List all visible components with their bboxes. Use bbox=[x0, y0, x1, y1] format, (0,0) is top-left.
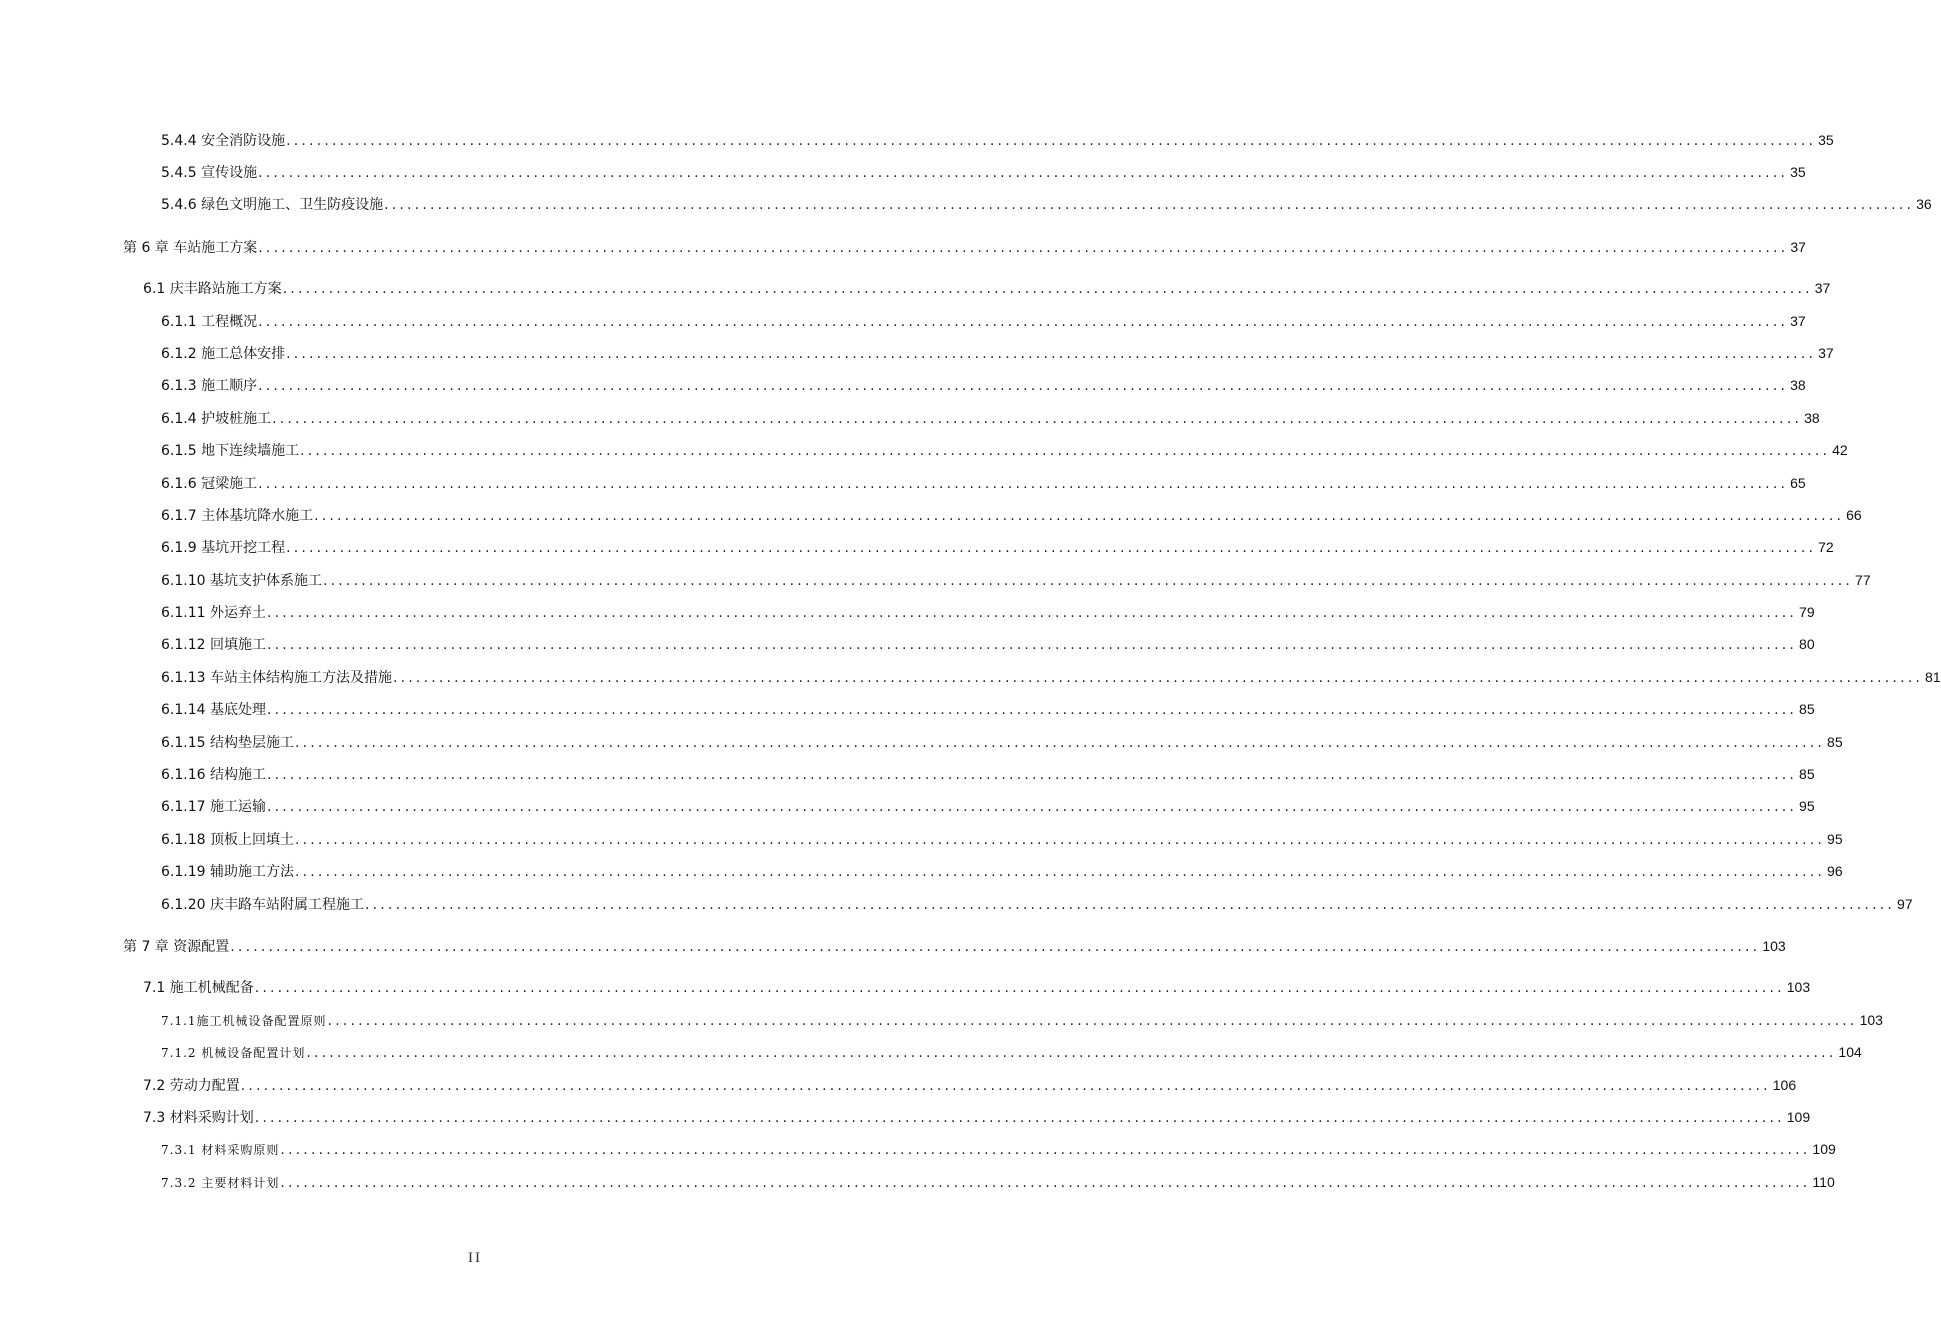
toc-entry[interactable] bbox=[161, 765, 1815, 784]
toc-page-number: 95 bbox=[1799, 798, 1815, 814]
toc-dot-leader: ........................................................................................................................................................................................................ bbox=[266, 767, 1798, 783]
toc-entry-label: 7.3.1 材料采购原则 bbox=[161, 1143, 280, 1157]
toc-dot-leader: ........................................................................................................................................................................................................ bbox=[294, 832, 1826, 848]
toc-entry[interactable] bbox=[123, 937, 1786, 956]
toc-dot-leader: ........................................................................................................................................................................................................ bbox=[266, 702, 1798, 718]
toc-page-number: 95 bbox=[1827, 831, 1843, 847]
toc-page-number: 85 bbox=[1827, 734, 1843, 750]
toc-entry[interactable] bbox=[161, 1140, 1836, 1159]
toc-page-number: 37 bbox=[1814, 280, 1831, 296]
toc-entry[interactable] bbox=[161, 668, 1941, 687]
toc-entry[interactable] bbox=[123, 238, 1806, 257]
toc-dot-leader: ........................................................................................................................................................................................................ bbox=[286, 346, 1817, 362]
toc-entry[interactable] bbox=[161, 1011, 1883, 1030]
toc-entry[interactable] bbox=[143, 978, 1811, 997]
toc-entry-label: 6.1.10 基坑支护体系施工 bbox=[161, 573, 322, 589]
toc-entry[interactable] bbox=[161, 163, 1806, 182]
toc-entry[interactable] bbox=[161, 603, 1815, 622]
toc-entry-label: 6.1.20 庆丰路车站附属工程施工 bbox=[161, 897, 364, 913]
toc-page-number: 38 bbox=[1804, 410, 1820, 426]
toc-dot-leader: ........................................................................................................................................................................................................ bbox=[240, 1078, 1771, 1094]
toc-entry-label: 7.1.1施工机械设备配置原则 bbox=[161, 1014, 327, 1028]
toc-entry[interactable] bbox=[161, 195, 1932, 214]
toc-dot-leader: ........................................................................................................................................................................................................ bbox=[258, 476, 1789, 492]
toc-page-number: 103 bbox=[1786, 979, 1811, 995]
toc-page-number: 77 bbox=[1855, 572, 1871, 588]
toc-entry[interactable] bbox=[161, 441, 1848, 460]
toc-entry-label: 5.4.6 绿色文明施工、卫生防疫设施 bbox=[161, 197, 384, 213]
toc-entry[interactable] bbox=[161, 409, 1820, 428]
toc-entry[interactable] bbox=[161, 635, 1815, 654]
toc-page-number: 42 bbox=[1832, 442, 1848, 458]
toc-page-number: 97 bbox=[1897, 896, 1913, 912]
toc-page-number: 103 bbox=[1762, 938, 1786, 954]
toc-page-number: 72 bbox=[1818, 539, 1834, 555]
toc-page-number: 36 bbox=[1916, 196, 1932, 212]
toc-entry[interactable] bbox=[161, 733, 1843, 752]
toc-entry[interactable] bbox=[161, 797, 1815, 816]
toc-page-number: 37 bbox=[1818, 345, 1834, 361]
toc-dot-leader: ........................................................................................................................................................................................................ bbox=[384, 197, 1915, 213]
toc-entry-label: 6.1.17 施工运输 bbox=[161, 799, 266, 815]
toc-entry[interactable] bbox=[161, 344, 1834, 363]
toc-entry-label: 7.1.2 机械设备配置计划 bbox=[161, 1046, 306, 1060]
toc-dot-leader: ........................................................................................................................................................................................................ bbox=[280, 1142, 1811, 1158]
toc-dot-leader: ........................................................................................................................................................................................................ bbox=[254, 1110, 1785, 1126]
toc-page-number: 66 bbox=[1846, 507, 1862, 523]
toc-dot-leader: ........................................................................................................................................................................................................ bbox=[294, 735, 1826, 751]
toc-entry[interactable] bbox=[161, 376, 1806, 395]
toc-entry-label: 6.1.15 结构垫层施工 bbox=[161, 735, 294, 751]
toc-entry[interactable] bbox=[161, 131, 1834, 150]
toc-entry-label: 6.1 庆丰路站施工方案 bbox=[143, 281, 282, 297]
toc-entry-label: 6.1.5 地下连续墙施工 bbox=[161, 443, 300, 459]
toc-entry-label: 6.1.18 顶板上回填土 bbox=[161, 832, 294, 848]
toc-entry-label: 6.1.13 车站主体结构施工方法及措施 bbox=[161, 670, 392, 686]
toc-dot-leader: ........................................................................................................................................................................................................ bbox=[258, 165, 1789, 181]
toc-entry-label: 5.4.5 宣传设施 bbox=[161, 165, 258, 181]
toc-dot-leader: ........................................................................................................................................................................................................ bbox=[286, 133, 1817, 149]
toc-entry[interactable] bbox=[161, 506, 1862, 525]
toc-page-number: 79 bbox=[1799, 604, 1815, 620]
toc-dot-leader: ........................................................................................................................................................................................................ bbox=[282, 281, 1813, 297]
toc-dot-leader: ........................................................................................................................................................................................................ bbox=[306, 1045, 1837, 1061]
toc-entry-label: 7.3 材料采购计划 bbox=[143, 1110, 254, 1126]
toc-page-number: 96 bbox=[1827, 863, 1843, 879]
toc-entry-label: 6.1.12 回填施工 bbox=[161, 637, 266, 653]
toc-dot-leader: ........................................................................................................................................................................................................ bbox=[266, 637, 1798, 653]
toc-entry-label: 5.4.4 安全消防设施 bbox=[161, 133, 286, 149]
toc-dot-leader: ........................................................................................................................................................................................................ bbox=[300, 443, 1831, 459]
toc-dot-leader: ........................................................................................................................................................................................................ bbox=[272, 411, 1803, 427]
toc-entry-label: 7.3.2 主要材料计划 bbox=[161, 1176, 280, 1190]
toc-dot-leader: ........................................................................................................................................................................................................ bbox=[392, 670, 1924, 686]
toc-page-number: 109 bbox=[1786, 1109, 1811, 1125]
toc-entry[interactable] bbox=[161, 571, 1871, 590]
toc-dot-leader: ........................................................................................................................................................................................................ bbox=[280, 1175, 1811, 1191]
toc-entry-label: 6.1.19 辅助施工方法 bbox=[161, 864, 294, 880]
toc-dot-leader: ........................................................................................................................................................................................................ bbox=[230, 939, 1761, 955]
toc-page-number: 110 bbox=[1812, 1174, 1835, 1190]
toc-dot-leader: ........................................................................................................................................................................................................ bbox=[322, 573, 1854, 589]
toc-dot-leader: ........................................................................................................................................................................................................ bbox=[314, 508, 1845, 524]
toc-dot-leader: ........................................................................................................................................................................................................ bbox=[254, 980, 1785, 996]
toc-entry-label: 6.1.2 施工总体安排 bbox=[161, 346, 286, 362]
toc-page-number: 38 bbox=[1790, 377, 1806, 393]
toc-dot-leader: ........................................................................................................................................................................................................ bbox=[364, 897, 1896, 913]
toc-dot-leader: ........................................................................................................................................................................................................ bbox=[258, 378, 1789, 394]
toc-dot-leader: ........................................................................................................................................................................................................ bbox=[294, 864, 1826, 880]
toc-page-number: 35 bbox=[1790, 164, 1806, 180]
page-number-footer: II bbox=[468, 1250, 482, 1266]
toc-entry[interactable] bbox=[161, 474, 1806, 493]
toc-entry[interactable] bbox=[161, 1043, 1862, 1062]
toc-entry[interactable] bbox=[143, 279, 1831, 298]
toc-dot-leader: ........................................................................................................................................................................................................ bbox=[286, 540, 1817, 556]
toc-entry[interactable] bbox=[143, 1076, 1797, 1095]
toc-entry-label: 6.1.11 外运弃土 bbox=[161, 605, 266, 621]
toc-page-number: 35 bbox=[1818, 132, 1834, 148]
toc-dot-leader: ........................................................................................................................................................................................................ bbox=[327, 1013, 1858, 1029]
toc-entry[interactable] bbox=[143, 1108, 1811, 1127]
toc-entry-label: 6.1.3 施工顺序 bbox=[161, 378, 258, 394]
toc-entry[interactable] bbox=[161, 312, 1806, 331]
toc-page-number: 65 bbox=[1790, 475, 1806, 491]
toc-page-number: 104 bbox=[1838, 1044, 1862, 1060]
toc-entry-label: 7.2 劳动力配置 bbox=[143, 1078, 240, 1094]
toc-page-number: 85 bbox=[1799, 701, 1815, 717]
toc-entry-label: 6.1.1 工程概况 bbox=[161, 314, 258, 330]
toc-entry[interactable] bbox=[161, 895, 1913, 914]
toc-entry-label: 7.1 施工机械配备 bbox=[143, 980, 254, 996]
toc-page-number: 37 bbox=[1790, 239, 1806, 255]
toc-entry-label: 6.1.14 基底处理 bbox=[161, 702, 266, 718]
toc-dot-leader: ........................................................................................................................................................................................................ bbox=[266, 605, 1798, 621]
toc-entry[interactable] bbox=[161, 538, 1834, 557]
toc-dot-leader: ........................................................................................................................................................................................................ bbox=[258, 314, 1789, 330]
toc-page-number: 85 bbox=[1799, 766, 1815, 782]
toc-page-number: 37 bbox=[1790, 313, 1806, 329]
toc-entry[interactable] bbox=[161, 700, 1815, 719]
toc-entry[interactable] bbox=[161, 830, 1843, 849]
toc-page-number: 106 bbox=[1772, 1077, 1797, 1093]
toc-entry[interactable] bbox=[161, 1173, 1835, 1192]
toc-entry-label: 6.1.7 主体基坑降水施工 bbox=[161, 508, 314, 524]
toc-page-number: 81 bbox=[1925, 669, 1941, 685]
toc-dot-leader: ........................................................................................................................................................................................................ bbox=[258, 240, 1789, 256]
toc-entry-label: 第 6 章 车站施工方案 bbox=[123, 240, 258, 256]
toc-page-number: 103 bbox=[1859, 1012, 1883, 1028]
toc-entry-label: 第 7 章 资源配置 bbox=[123, 939, 230, 955]
toc-entry-label: 6.1.6 冠梁施工 bbox=[161, 476, 258, 492]
toc-page-number: 80 bbox=[1799, 636, 1815, 652]
toc-entry-label: 6.1.16 结构施工 bbox=[161, 767, 266, 783]
toc-entry-label: 6.1.4 护坡桩施工 bbox=[161, 411, 272, 427]
toc-dot-leader: ........................................................................................................................................................................................................ bbox=[266, 799, 1798, 815]
toc-entry[interactable] bbox=[161, 862, 1843, 881]
toc-entry-label: 6.1.9 基坑开挖工程 bbox=[161, 540, 286, 556]
toc-page-number: 109 bbox=[1812, 1141, 1836, 1157]
